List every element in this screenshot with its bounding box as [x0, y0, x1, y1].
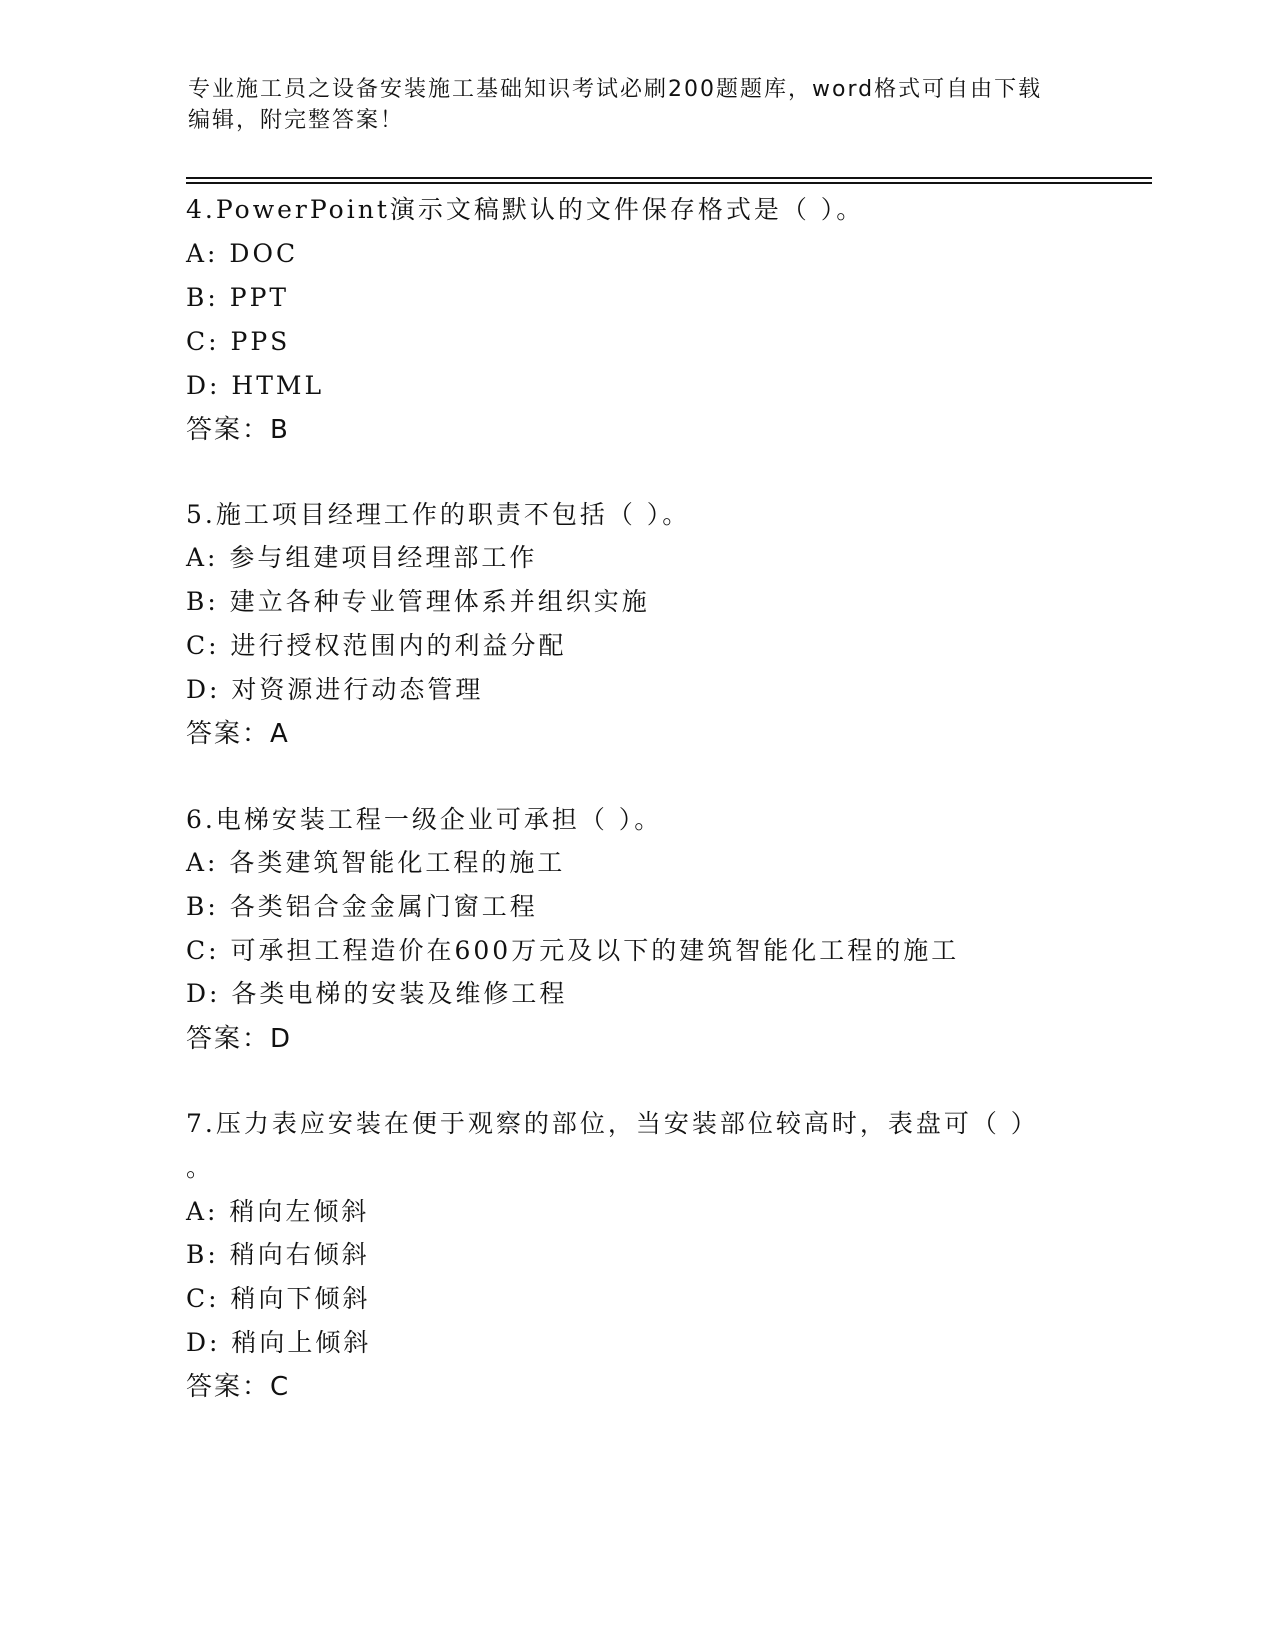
question-6-answer: 答案：D	[186, 1024, 293, 1054]
question-5-option-d: D: 对资源进行动态管理	[186, 675, 484, 704]
question-7-stem: 7.压力表应安装在便于观察的部位，当安装部位较高时，表盘可（ ）	[186, 1109, 1039, 1138]
question-4-option-a: A: DOC	[186, 239, 299, 268]
question-5-option-c: C: 进行授权范围内的利益分配	[186, 631, 567, 660]
question-7-option-a: A: 稍向左倾斜	[186, 1197, 370, 1226]
question-6-option-d: D: 各类电梯的安装及维修工程	[186, 979, 568, 1008]
question-5-stem: 5.施工项目经理工作的职责不包括（ ）。	[186, 500, 691, 529]
question-6-option-a: A: 各类建筑智能化工程的施工	[186, 848, 566, 877]
question-5-option-a: A: 参与组建项目经理部工作	[186, 543, 538, 572]
question-5-option-b: B: 建立各种专业管理体系并组织实施	[186, 587, 650, 616]
question-7-option-b: B: 稍向右倾斜	[186, 1240, 370, 1269]
header-line-2: 编辑，附完整答案！	[188, 108, 405, 133]
question-6-option-b: B: 各类铝合金金属门窗工程	[186, 892, 538, 921]
question-6-option-c: C: 可承担工程造价在600万元及以下的建筑智能化工程的施工	[186, 936, 960, 965]
question-4-answer: 答案：B	[186, 415, 290, 445]
question-4-stem: 4.PowerPoint演示文稿默认的文件保存格式是（ ）。	[186, 195, 865, 224]
header-divider-bottom	[186, 182, 1152, 184]
document-header	[188, 74, 1088, 136]
header-line-1: 专业施工员之设备安装施工基础知识考试必刷200题题库，word格式可自由下载	[188, 77, 1043, 102]
question-4-option-c: C: PPS	[186, 327, 291, 356]
question-4-option-b: B: PPT	[186, 283, 290, 312]
question-6-stem: 6.电梯安装工程一级企业可承担（ ）。	[186, 805, 663, 834]
header-divider-top	[186, 177, 1152, 179]
question-7-option-d: D: 稍向上倾斜	[186, 1328, 372, 1357]
question-7-option-c: C: 稍向下倾斜	[186, 1284, 371, 1313]
question-7-stem-continuation: 。	[186, 1153, 215, 1182]
question-5-answer: 答案：A	[186, 719, 290, 749]
question-7-answer: 答案：C	[186, 1372, 291, 1402]
question-4-option-d: D: HTML	[186, 371, 325, 400]
